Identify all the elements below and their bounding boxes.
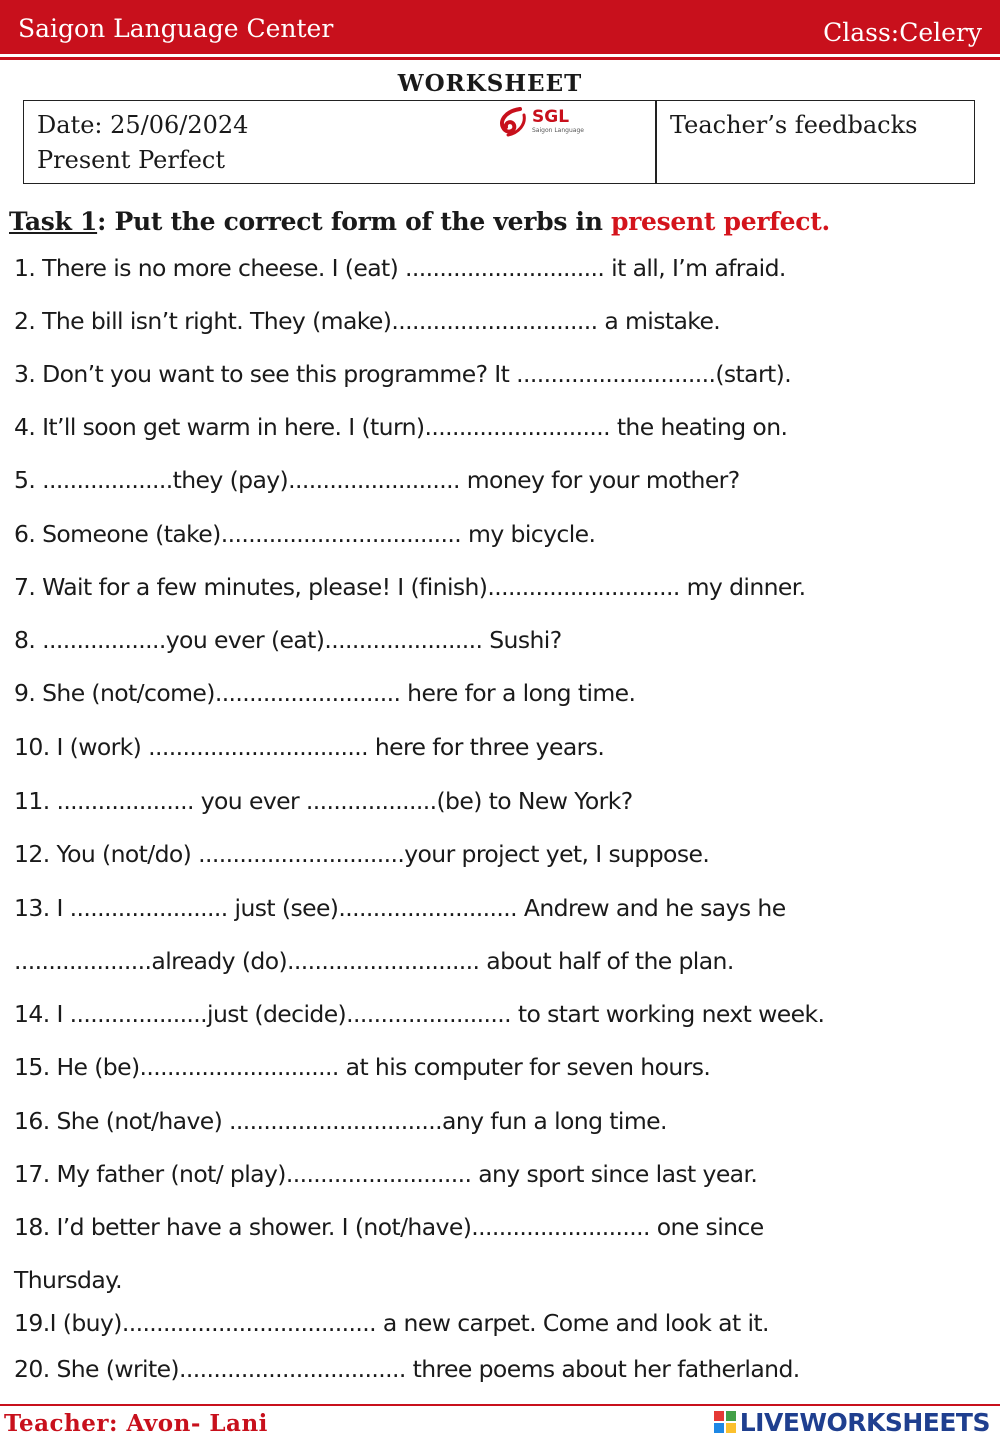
exercise-line: 15. He (be)............................. at his computer for seven hours. bbox=[14, 1053, 711, 1081]
exercise-line: 10. I (work) ................................ here for three years. bbox=[14, 733, 605, 761]
center-name: Saigon Language Center bbox=[18, 14, 334, 43]
worksheet-topic: Present Perfect bbox=[37, 146, 225, 174]
exercise-line: 18. I’d better have a shower. I (not/have).......................... one since bbox=[14, 1213, 764, 1241]
exercise-line: 6. Someone (take)................................... my bicycle. bbox=[14, 520, 596, 548]
task-label: Task 1 bbox=[9, 207, 98, 236]
exercise-line: 17. My father (not/ play)........................... any sport since last year. bbox=[14, 1160, 758, 1188]
exercise-line: 5. ...................they (pay)......................... money for your mother? bbox=[14, 466, 740, 494]
liveworksheets-grid-icon bbox=[714, 1411, 736, 1433]
exercise-line: 20. She (write)................................. three poems about her fatherland. bbox=[14, 1355, 800, 1383]
exercise-line: 8. ..................you ever (eat)....................... Sushi? bbox=[14, 626, 562, 654]
header-bar bbox=[0, 0, 1000, 54]
worksheet-date: Date: 25/06/2024 bbox=[37, 111, 249, 139]
exercise-line: 4. It’ll soon get warm in here. I (turn)........................... the heating on. bbox=[14, 413, 788, 441]
exercise-line: Thursday. bbox=[14, 1266, 122, 1294]
exercise-line: 12. You (not/do) ..............................your project yet, I suppose. bbox=[14, 840, 710, 868]
header-divider bbox=[0, 57, 1000, 60]
info-box-divider bbox=[655, 101, 657, 183]
exercise-line: 14. I ....................just (decide)........................ to start working next week. bbox=[14, 1000, 825, 1028]
liveworksheets-logo bbox=[714, 1406, 990, 1438]
logo-text: SGL bbox=[532, 107, 570, 127]
exercise-line: 1. There is no more cheese. I (eat) ............................. it all, I’m afraid. bbox=[14, 254, 786, 282]
exercise-line: 3. Don’t you want to see this programme? It .............................(start). bbox=[14, 360, 792, 388]
task-heading bbox=[9, 207, 830, 236]
worksheet-title: WORKSHEET bbox=[397, 70, 583, 97]
exercise-line: ....................already (do)............................ about half of the plan. bbox=[14, 947, 734, 975]
exercise-line: 19.I (buy)..................................... a new carpet. Come and look at it. bbox=[14, 1309, 769, 1337]
teacher-name: Teacher: Avon- Lani bbox=[4, 1410, 268, 1437]
task-instruction: : Put the correct form of the verbs in bbox=[97, 207, 611, 236]
exercise-line: 16. She (not/have) ...............................any fun a long time. bbox=[14, 1107, 667, 1135]
exercise-line: 13. I ....................... just (see).......................... Andrew and he says he bbox=[14, 894, 786, 922]
task-highlight: present perfect. bbox=[610, 207, 830, 236]
exercise-line: 2. The bill isn’t right. They (make).............................. a mistake. bbox=[14, 307, 721, 335]
exercise-line: 9. She (not/come)........................... here for a long time. bbox=[14, 679, 636, 707]
exercise-line: 11. .................... you ever ...................(be) to New York? bbox=[14, 787, 633, 815]
feedback-label: Teacher’s feedbacks bbox=[670, 111, 918, 139]
sgl-logo bbox=[494, 105, 594, 141]
class-label: Class:Celery bbox=[823, 18, 982, 47]
liveworksheets-brand: LIVEWORKSHEETS bbox=[739, 1407, 990, 1437]
info-box bbox=[23, 100, 975, 184]
logo-subtext: Saigon Language bbox=[532, 127, 584, 134]
exercise-line: 7. Wait for a few minutes, please! I (finish)............................ my dinner. bbox=[14, 573, 806, 601]
sgl-swoosh-icon bbox=[494, 105, 530, 139]
